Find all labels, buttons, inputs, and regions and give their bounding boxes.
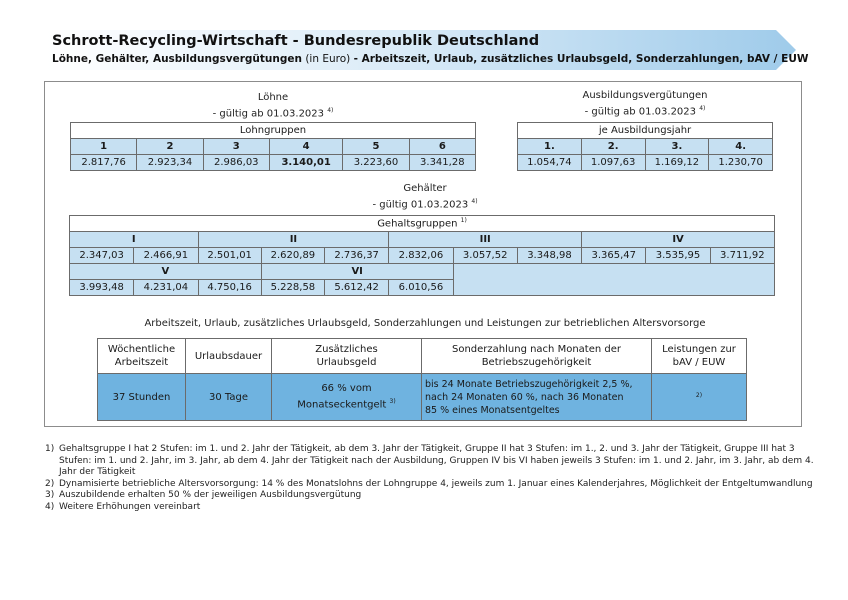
- gehalt-value: 3.711,92: [710, 248, 774, 264]
- header-bav: Leistungen zur bAV / EUW: [652, 339, 747, 374]
- gehaelter-table: [69, 215, 775, 296]
- lohn-value: 3.341,28: [409, 155, 475, 171]
- header-urlaubsdauer: Urlaubsdauer: [186, 339, 272, 374]
- header-sonderzahlung: Sonderzahlung nach Monaten der Betriebszugehörigkeit: [422, 339, 652, 374]
- gehaelter-valid: - gültig 01.03.2023 $^{4)}$: [372, 198, 478, 211]
- footnote: 3) Auszubildende erhalten 50 % der jeweiligen Ausbildungsvergütung: [45, 490, 362, 501]
- lohn-value: 3.140,01: [269, 155, 342, 171]
- lohngruppe-1: 1: [71, 139, 137, 155]
- gehalt-value: 5.228,58: [261, 280, 324, 296]
- value-arbeitszeit: 37 Stunden: [98, 374, 186, 421]
- value-urlaubsgeld: 66 % vom Monatseckentgelt $^{3)}$: [272, 374, 422, 421]
- gehalt-value: 4.750,16: [198, 280, 261, 296]
- ausbildung-group-header: je Ausbildungsjahr: [518, 123, 773, 139]
- gehaelter-title: Gehälter: [403, 183, 447, 194]
- lohn-value: 2.817,76: [71, 155, 137, 171]
- gehalt-value: 2.620,89: [261, 248, 324, 264]
- gehalt-value: 2.466,91: [134, 248, 198, 264]
- ausbildungsjahr-3: 3.: [645, 139, 709, 155]
- gehalt-value: 4.231,04: [134, 280, 198, 296]
- loehne-title-block: [70, 91, 476, 120]
- gehaltsgruppe-vi: VI: [261, 264, 453, 280]
- gehaltsgruppe-i: I: [70, 232, 199, 248]
- footnote: 2) Dynamisierte betriebliche Altersvorsorgung: 14 % des Monatslohns der Lohngruppe 4, jeweils zum 1. Januar eines Kalenderjahres, Möglichkeit der Entgeltumwandlung: [45, 478, 813, 489]
- ausbildungsjahr-4: 4.: [709, 139, 773, 155]
- header-urlaubsgeld: Zusätzliches Urlaubsgeld: [272, 339, 422, 374]
- gehaltsgruppe-v: V: [70, 264, 262, 280]
- gehalt-value: 2.736,37: [325, 248, 389, 264]
- ausbildung-value: 1.169,12: [645, 155, 709, 171]
- ausbildungsjahr-1: 1.: [518, 139, 582, 155]
- lohngruppe-6: 6: [409, 139, 475, 155]
- gehalt-value: 3.993,48: [70, 280, 134, 296]
- gehaltsgruppe-ii: II: [198, 232, 389, 248]
- loehne-valid: - gültig ab 01.03.2023 $^{4)}$: [212, 107, 334, 120]
- gehalt-value: 3.348,98: [517, 248, 581, 264]
- gehalt-group-header: Gehaltsgruppen $^{1)}$: [70, 216, 775, 232]
- lohn-value: 2.986,03: [203, 155, 269, 171]
- lohngruppe-4: 4: [269, 139, 342, 155]
- value-urlaubsdauer: 30 Tage: [186, 374, 272, 421]
- page-title: Schrott-Recycling-Wirtschaft - Bundesrepublik Deutschland: [52, 33, 540, 49]
- value-bav: 2): [652, 374, 747, 421]
- gehaelter-title-block: [320, 182, 530, 211]
- header-arbeitszeit: Wöchentliche Arbeitszeit: [98, 339, 186, 374]
- footnote: 1) Gehaltsgruppe I hat 2 Stufen: im 1. und 2. Jahr der Tätigkeit, ab dem 3. Jahr der Tätigkeit, Gruppe II hat 3 Stufen: im 1., 2. und 3. Jahr der Tätigkeit, Gruppe III hat 3 Stufen: im 1. und 2. Jahr, im 3. Jahr, ab dem 4. Jahr der Tätigkeit nach der Ausbildung, Gruppen IV bis VI haben jeweils 3 Stufen: im 1. und 2. Jahr, im 3. Jahr, ab dem 4. Jahr der Tätigkeit: [45, 444, 814, 478]
- gehalt-value: 6.010,56: [389, 280, 453, 296]
- gehalt-value: 3.057,52: [453, 248, 517, 264]
- ausbildung-valid: - gültig ab 01.03.2023 $^{4)}$: [584, 105, 706, 118]
- lohngruppe-5: 5: [343, 139, 409, 155]
- gehalt-value: 5.612,42: [325, 280, 389, 296]
- gehalt-value: 2.501,01: [198, 248, 261, 264]
- ausbildung-title: Ausbildungsvergütungen: [582, 90, 708, 101]
- gehalt-value: 2.832,06: [389, 248, 453, 264]
- ausbildung-value: 1.230,70: [709, 155, 773, 171]
- ausbildung-table: [517, 122, 773, 171]
- lohngruppe-2: 2: [137, 139, 203, 155]
- loehne-group-header: Lohngruppen: [71, 123, 476, 139]
- ausbildung-value: 1.054,74: [518, 155, 582, 171]
- footnote: 4) Weitere Erhöhungen vereinbart: [45, 501, 201, 512]
- gehaltsgruppe-iv: IV: [582, 232, 775, 248]
- empty-cell: [453, 264, 774, 296]
- lohngruppe-3: 3: [203, 139, 269, 155]
- lohn-value: 2.923,34: [137, 155, 203, 171]
- ausbildung-title-block: [517, 89, 773, 118]
- gehalt-value: 3.535,95: [646, 248, 710, 264]
- ausbildung-value: 1.097,63: [581, 155, 645, 171]
- conditions-table: [97, 338, 747, 421]
- ausbildungsjahr-2: 2.: [581, 139, 645, 155]
- gehaltsgruppe-iii: III: [389, 232, 582, 248]
- gehalt-value: 3.365,47: [582, 248, 646, 264]
- lohn-value: 3.223,60: [343, 155, 409, 171]
- value-sonderzahlung: bis 24 Monate Betriebszugehörigkeit 2,5 %, nach 24 Monaten 60 %, nach 36 Monaten 85 % eines Monatsentgeltes: [422, 374, 652, 421]
- page-subtitle: Löhne, Gehälter, Ausbildungsvergütungen (in Euro) - Arbeitszeit, Urlaub, zusätzliches Urlaubsgeld, Sonderzahlungen, bAV / EUW: [52, 53, 809, 65]
- loehne-table: [70, 122, 476, 171]
- gehalt-value: 2.347,03: [70, 248, 134, 264]
- footnotes: [45, 444, 815, 514]
- header-banner: [46, 30, 809, 70]
- conditions-title: Arbeitszeit, Urlaub, zusätzliches Urlaubsgeld, Sonderzahlungen und Leistungen zur betrieblichen Altersvorsorge: [144, 318, 706, 329]
- loehne-title: Löhne: [257, 92, 289, 103]
